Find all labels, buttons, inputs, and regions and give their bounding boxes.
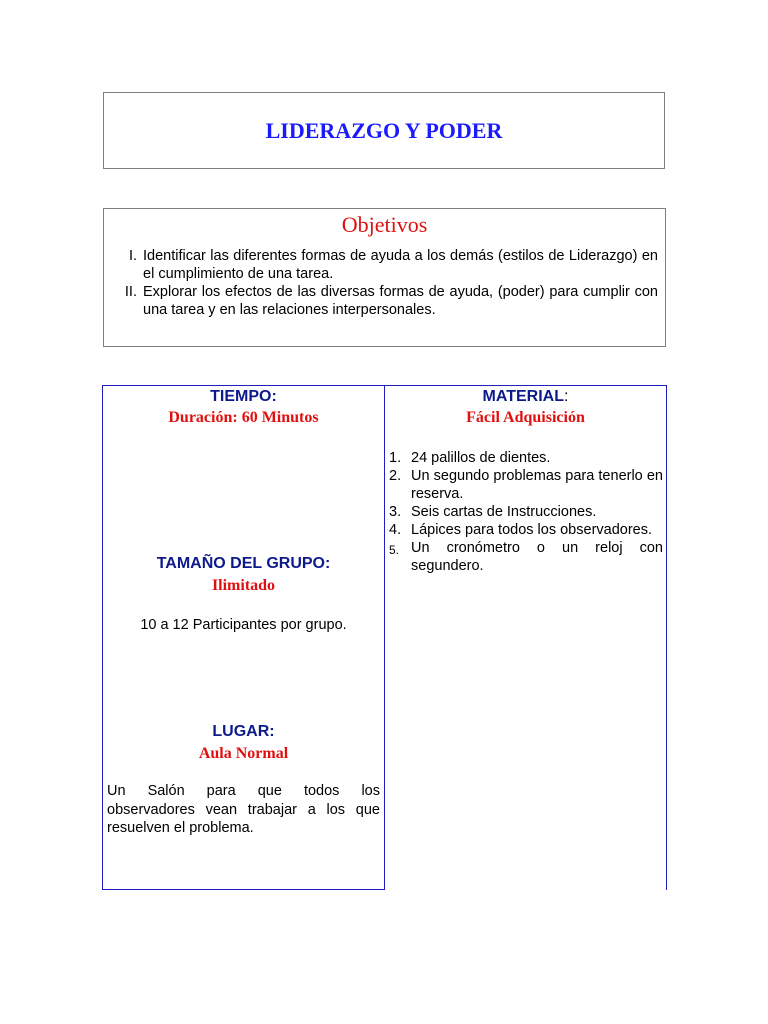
material-item xyxy=(385,449,663,467)
material-sub: Fácil Adquisición xyxy=(466,409,585,426)
material-list xyxy=(385,449,663,575)
objective-number: II. xyxy=(124,284,137,300)
objectives-box xyxy=(103,208,666,347)
title-box xyxy=(103,92,665,169)
material-item xyxy=(385,503,663,521)
objective-item xyxy=(104,283,664,319)
objective-text: Explorar los efectos de las diversas formas de ayuda, (poder) para cumplir con una tarea y en las relaciones interpersonales. xyxy=(143,284,658,318)
details-table xyxy=(102,385,667,890)
material-heading-label: MATERIAL xyxy=(482,388,564,405)
material-heading xyxy=(385,388,666,406)
objective-item xyxy=(104,247,664,283)
material-item xyxy=(385,539,663,575)
material-heading-colon: : xyxy=(564,388,569,405)
document-title: LIDERAZGO Y PODER xyxy=(265,117,503,143)
grupo-size: Ilimitado xyxy=(211,577,276,594)
material-text: Seis cartas de Instrucciones. xyxy=(411,504,597,520)
material-text: Lápices para todos los observadores. xyxy=(411,522,653,538)
objective-text: Identificar las diferentes formas de ayuda a los demás (estilos de Liderazgo) en el cumplimiento de una tarea. xyxy=(143,248,658,282)
lugar-place: Aula Normal xyxy=(198,745,289,762)
tiempo-duration: Duración: 60 Minutos xyxy=(168,409,319,426)
table-border-right xyxy=(666,385,667,890)
objectives-heading: Objetivos xyxy=(341,212,428,237)
material-text: 24 palillos de dientes. xyxy=(411,450,551,466)
lugar-detail: Un Salón para que todos los observadores vean trabajar a los que resuelven el problema. xyxy=(107,783,380,836)
tiempo-heading: TIEMPO: xyxy=(210,388,277,405)
material-number: 4. xyxy=(389,522,402,538)
material-number: 5. xyxy=(389,543,400,557)
lugar-heading: LUGAR: xyxy=(212,723,275,740)
material-number: 3. xyxy=(389,504,402,520)
objective-number: I. xyxy=(128,248,137,264)
material-number: 1. xyxy=(389,450,402,466)
material-text: Un segundo problemas para tenerlo en reserva. xyxy=(411,468,663,502)
grupo-heading: TAMAÑO DEL GRUPO: xyxy=(156,555,331,572)
material-item xyxy=(385,467,663,503)
table-border-bottom xyxy=(102,889,385,890)
material-number: 2. xyxy=(389,468,402,484)
material-text: Un cronómetro o un reloj con segundero. xyxy=(411,540,663,574)
objectives-list xyxy=(104,247,664,319)
material-item xyxy=(385,521,663,539)
grupo-detail: 10 a 12 Participantes por grupo. xyxy=(140,617,347,633)
table-border-left xyxy=(102,385,103,890)
